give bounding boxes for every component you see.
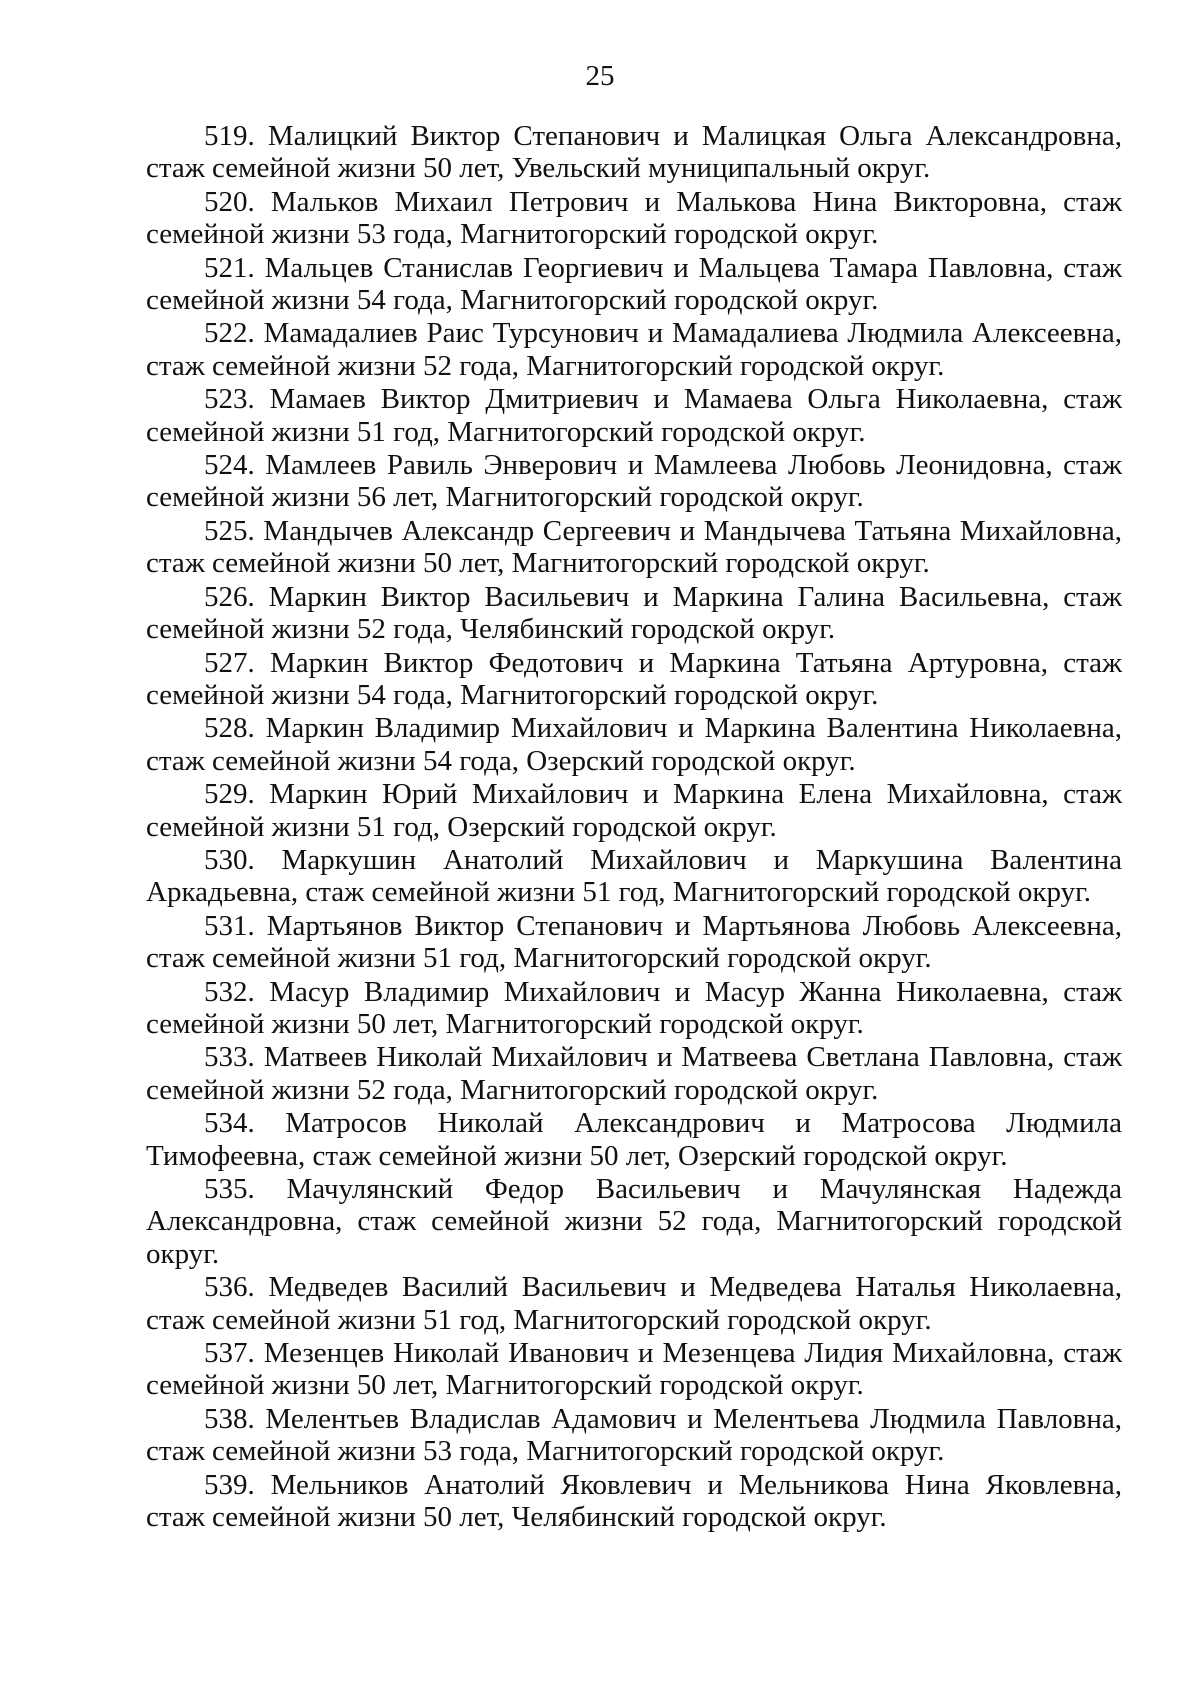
list-item bbox=[146, 712, 1122, 777]
entry-number: 523. bbox=[204, 383, 255, 416]
entry-number: 538. bbox=[204, 1402, 255, 1435]
entry-number: 533. bbox=[204, 1041, 255, 1074]
entry-number: 525. bbox=[204, 514, 255, 547]
list-item bbox=[146, 120, 1122, 185]
entry-number: 531. bbox=[204, 909, 255, 942]
list-item bbox=[146, 317, 1122, 382]
entry-text: Мелентьев Владислав Адамович и Мелентьева Людмила Павловна, стаж семейной жизни 53 года, Магнитогорский городской округ. bbox=[146, 1402, 1122, 1468]
list-item bbox=[146, 1041, 1122, 1106]
entry-number: 524. bbox=[204, 449, 255, 482]
list-item bbox=[146, 252, 1122, 317]
entry-number: 535. bbox=[204, 1173, 255, 1205]
entry-text: Малицкий Виктор Степанович и Малицкая Ольга Александровна, стаж семейной жизни 50 лет, Увельский муниципальный округ. bbox=[146, 120, 1122, 185]
entry-number: 532. bbox=[204, 975, 255, 1008]
list-item bbox=[146, 976, 1122, 1041]
entry-number: 527. bbox=[204, 646, 255, 679]
entry-number: 536. bbox=[204, 1271, 255, 1304]
list-item bbox=[146, 778, 1122, 843]
entry-number: 528. bbox=[204, 712, 255, 745]
entry-number: 526. bbox=[204, 580, 255, 613]
list-item bbox=[146, 515, 1122, 580]
list-item bbox=[146, 1173, 1122, 1270]
entry-text: Мамаев Виктор Дмитриевич и Мамаева Ольга Николаевна, стаж семейной жизни 51 год, Магнитогорский городской округ. bbox=[146, 383, 1122, 448]
entry-text: Масур Владимир Михайлович и Масур Жанна Николаевна, стаж семейной жизни 50 лет, Магнитогорский городской округ. bbox=[146, 975, 1123, 1040]
entry-number: 520. bbox=[204, 185, 255, 218]
entry-text: Мамлеев Равиль Энверович и Мамлеева Любовь Леонидовна, стаж семейной жизни 56 лет, Магнитогорский городской округ. bbox=[146, 449, 1122, 514]
list-item bbox=[146, 581, 1122, 646]
entry-text: Матвеев Николай Михайлович и Матвеева Светлана Павловна, стаж семейной жизни 52 года, Магнитогорский городской округ. bbox=[146, 1041, 1123, 1106]
entry-text: Маркушин Анатолий Михайлович и Маркушина Валентина Аркадьевна, стаж семейной жизни 51 год, Магнитогорский городской округ. bbox=[146, 843, 1123, 909]
page-number: 25 bbox=[585, 60, 615, 92]
list-item bbox=[146, 1337, 1122, 1402]
entry-text: Мамадалиев Раис Турсунович и Мамадалиева Людмила Алексеевна, стаж семейной жизни 52 года, Магнитогорский городской округ. bbox=[146, 317, 1122, 382]
list-item bbox=[146, 383, 1122, 448]
entry-text: Мартьянов Виктор Степанович и Мартьянова Любовь Алексеевна, стаж семейной жизни 51 год, Магнитогорский городской округ. bbox=[146, 909, 1123, 975]
entry-number: 519. bbox=[204, 120, 255, 152]
entry-number: 530. bbox=[204, 843, 255, 876]
entry-text: Матросов Николай Александрович и Матросова Людмила Тимофеевна, стаж семейной жизни 50 лет, Озерский городской округ. bbox=[146, 1107, 1122, 1172]
list-item bbox=[146, 186, 1122, 251]
entry-text: Маркин Юрий Михайлович и Маркина Елена Михайловна, стаж семейной жизни 51 год, Озерский городской округ. bbox=[146, 778, 1122, 843]
list-item bbox=[146, 449, 1122, 514]
entry-text: Маркин Виктор Федотович и Маркина Татьяна Артуровна, стаж семейной жизни 54 года, Магнитогорский городской округ. bbox=[146, 646, 1123, 711]
list-item bbox=[146, 647, 1122, 712]
list-item bbox=[146, 910, 1122, 975]
entry-text: Мандычев Александр Сергеевич и Мандычева Татьяна Михайловна, стаж семейной жизни 50 лет, Магнитогорский городской округ. bbox=[146, 514, 1122, 580]
entry-text: Мельников Анатолий Яковлевич и Мельникова Нина Яковлевна, стаж семейной жизни 50 лет, Челябинский городской округ. bbox=[146, 1468, 1122, 1534]
entry-number: 534. bbox=[204, 1107, 255, 1140]
list-item bbox=[146, 1271, 1122, 1336]
list-item bbox=[146, 1107, 1122, 1172]
entry-number: 537. bbox=[204, 1337, 255, 1370]
entry-text: Мальков Михаил Петрович и Малькова Нина Викторовна, стаж семейной жизни 53 года, Магнитогорский городской округ. bbox=[146, 185, 1122, 251]
list-item bbox=[146, 1403, 1122, 1468]
entry-text: Медведев Василий Васильевич и Медведева Наталья Николаевна, стаж семейной жизни 51 год, Магнитогорский городской округ. bbox=[146, 1271, 1123, 1336]
entry-text: Маркин Владимир Михайлович и Маркина Валентина Николаевна, стаж семейной жизни 54 года, Озерский городской округ. bbox=[146, 712, 1123, 777]
entry-number: 539. bbox=[204, 1468, 255, 1501]
entry-number: 521. bbox=[204, 251, 255, 284]
award-list bbox=[146, 120, 1122, 1534]
list-item bbox=[146, 1469, 1122, 1534]
entry-text: Мезенцев Николай Иванович и Мезенцева Лидия Михайловна, стаж семейной жизни 50 лет, Магнитогорский городской округ. bbox=[146, 1337, 1123, 1402]
entry-text: Мальцев Станислав Георгиевич и Мальцева Тамара Павловна, стаж семейной жизни 54 года, Магнитогорский городской округ. bbox=[146, 251, 1123, 317]
entry-text: Маркин Виктор Васильевич и Маркина Галина Васильевна, стаж семейной жизни 52 года, Челябинский городской округ. bbox=[146, 580, 1122, 646]
list-item bbox=[146, 844, 1122, 909]
entry-number: 522. bbox=[204, 317, 255, 350]
entry-number: 529. bbox=[204, 778, 255, 811]
entry-text: Мачулянский Федор Васильевич и Мачулянская Надежда Александровна, стаж семейной жизни 52 года, Магнитогорский городской округ. bbox=[146, 1173, 1122, 1270]
